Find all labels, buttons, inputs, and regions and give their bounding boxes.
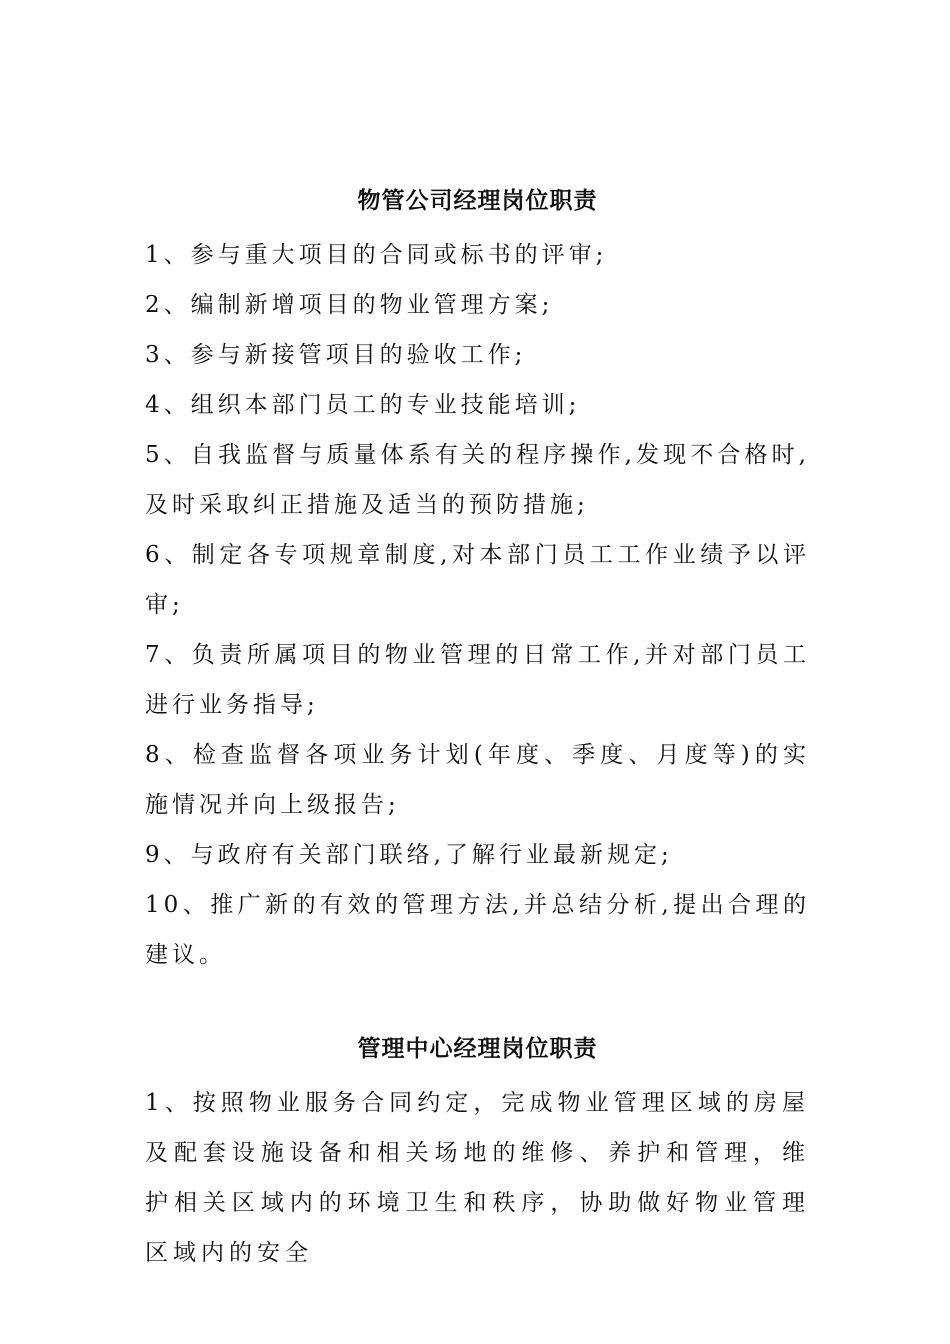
duty-item: 1、按照物业服务合同约定，完成物业管理区域的房屋及配套设施设备和相关场地的维修、养护和管理，维护相关区域内的环境卫生和秩序，协助做好物业管理区域内的安全 <box>145 1090 810 1266</box>
duty-item: 10、推广新的有效的管理方法,并总结分析,提出合理的建议。 <box>145 892 810 968</box>
duty-item: 5、自我监督与质量体系有关的程序操作,发现不合格时,及时采取纠正措施及适当的预防措施; <box>145 442 810 518</box>
duty-item: 9、与政府有关部门联络,了解行业最新规定; <box>145 842 673 868</box>
duty-item: 6、制定各专项规章制度,对本部门员工工作业绩予以评审; <box>145 542 810 618</box>
duty-item: 3、参与新接管项目的验收工作; <box>145 342 527 368</box>
duty-item: 2、编制新增项目的物业管理方案; <box>145 292 554 318</box>
duty-item: 1、参与重大项目的合同或标书的评审; <box>145 242 608 268</box>
duty-item: 8、检查监督各项业务计划(年度、季度、月度等)的实施情况并向上级报告; <box>145 742 810 818</box>
duty-item: 4、组织本部门员工的专业技能培训; <box>145 392 581 418</box>
section-title: 管理中心经理岗位职责 <box>357 1035 598 1062</box>
section-title: 物管公司经理岗位职责 <box>357 187 598 214</box>
section-property-company-manager <box>145 181 810 980</box>
section-management-center-manager <box>145 1029 810 1278</box>
duty-item: 7、负责所属项目的物业管理的日常工作,并对部门员工进行业务指导; <box>145 642 810 718</box>
